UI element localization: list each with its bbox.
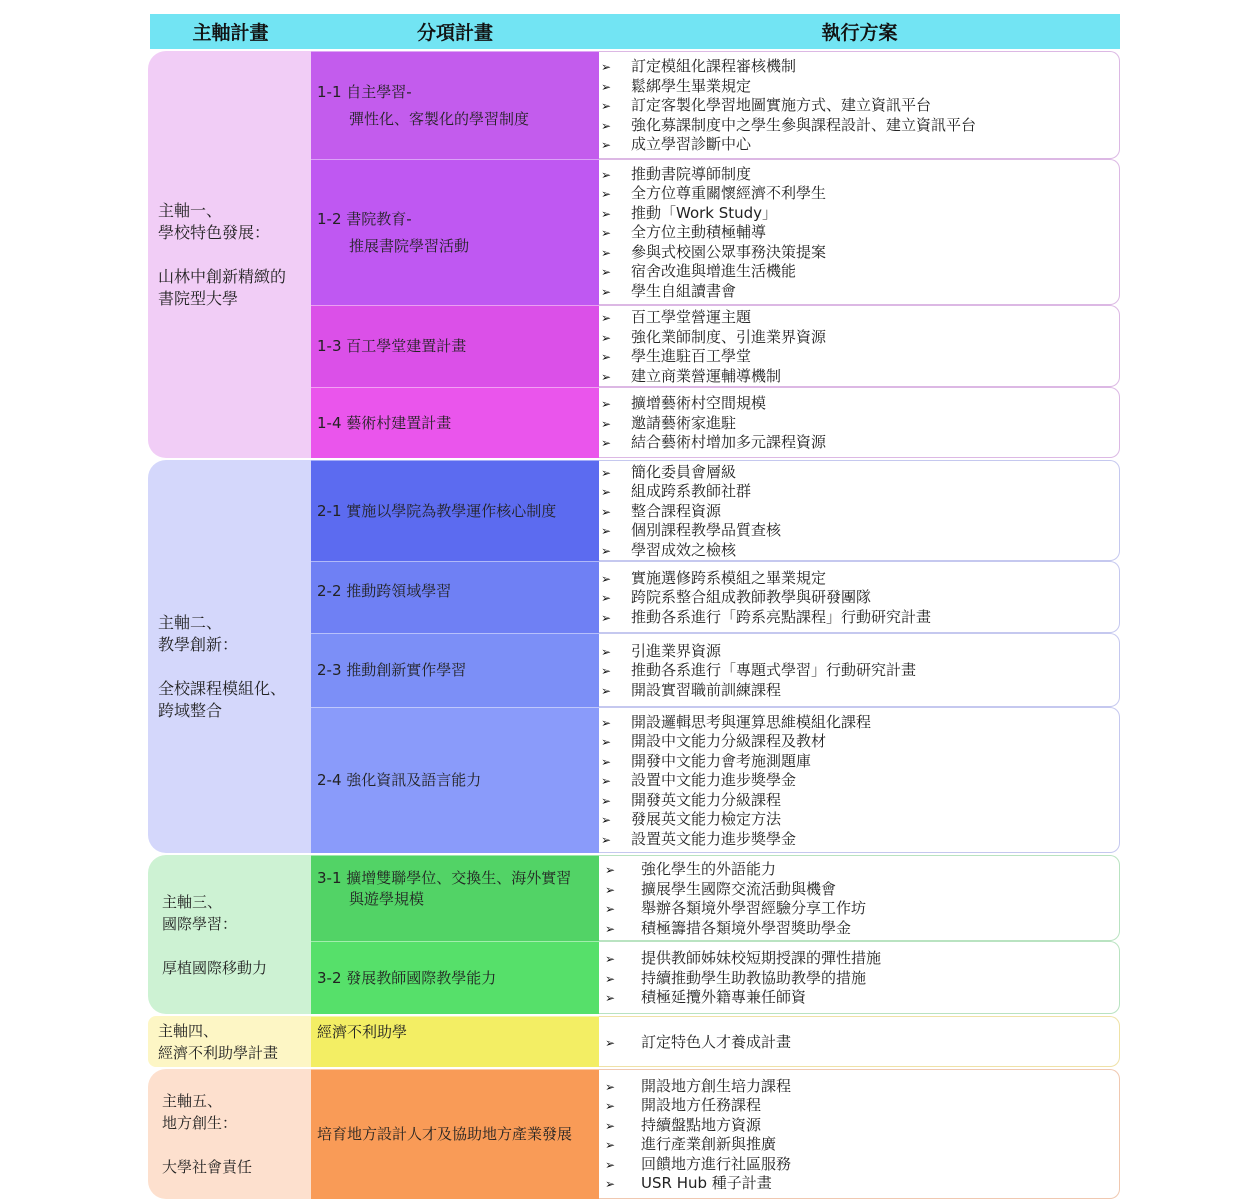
exec-item-text: 推動各系進行「跨系亮點課程」行動研究計畫 [631, 607, 932, 626]
exec-item-text: 組成跨系教師社群 [631, 482, 752, 501]
sub-plan-3-2 [311, 941, 599, 1014]
exec-item-text: 成立學習診斷中心 [631, 135, 752, 154]
axis-2-line4: 跨域整合 [158, 700, 223, 720]
exec-item [599, 57, 1119, 77]
exec-item [599, 988, 1119, 1008]
arrow-bullet-icon: ➢ [605, 971, 616, 986]
exec-item [599, 949, 1119, 969]
exec-item-text: 引進業界資源 [631, 641, 722, 660]
axis-2-line1: 主軸二、 [158, 612, 223, 632]
arrow-bullet-icon: ➢ [601, 543, 612, 558]
sub-plan-5-line1: 培育地方設計人才及協助地方產業發展 [317, 1125, 573, 1143]
exec-list [599, 1033, 1119, 1053]
sub-plan-2-4 [311, 707, 599, 853]
arrow-bullet-icon: ➢ [601, 715, 612, 730]
sub-plan-2-3 [311, 633, 599, 707]
exec-item-text: 擴增藝術村空間規模 [631, 394, 767, 413]
exec-plan-3-1 [599, 855, 1120, 941]
exec-item-text: 發展英文能力檢定方法 [631, 810, 782, 829]
exec-item [599, 223, 1119, 243]
exec-item [599, 541, 1119, 561]
header-exec-label: 執行方案 [821, 22, 898, 44]
exec-item [599, 482, 1119, 502]
arrow-bullet-icon: ➢ [601, 416, 612, 431]
exec-item [599, 77, 1119, 97]
arrow-bullet-icon: ➢ [601, 774, 612, 789]
arrow-bullet-icon: ➢ [605, 952, 616, 967]
arrow-bullet-icon: ➢ [601, 206, 612, 221]
exec-item-text: 鬆綁學生畢業規定 [631, 76, 752, 95]
exec-item-text: 設置中文能力進步獎學金 [631, 771, 797, 790]
sub-plan-1-2-line2: 推展書院學習活動 [349, 236, 470, 255]
arrow-bullet-icon: ➢ [605, 1177, 616, 1191]
header-sub-label: 分項計畫 [416, 22, 493, 44]
arrow-bullet-icon: ➢ [605, 991, 616, 1006]
axis-5-line3: 大學社會責任 [162, 1158, 253, 1176]
exec-item-text: 開設實習職前訓練課程 [631, 680, 782, 699]
exec-item [599, 608, 1119, 628]
exec-item [599, 184, 1119, 204]
sub-plan-2-1 [311, 460, 599, 561]
arrow-bullet-icon: ➢ [601, 644, 612, 659]
sub-plan-1-4 [311, 387, 599, 458]
exec-item [599, 1155, 1119, 1175]
axis-3-line3: 厚植國際移動力 [162, 958, 268, 977]
exec-item [599, 308, 1119, 328]
arrow-bullet-icon: ➢ [601, 138, 612, 153]
exec-item [599, 713, 1119, 733]
exec-item-text: 全方位主動積極輔導 [631, 223, 767, 242]
exec-item-text: 積極延攬外籍專兼任師資 [641, 988, 807, 1007]
exec-list [599, 642, 1119, 701]
axis-3-line2: 國際學習： [162, 914, 238, 933]
exec-item-text: 開設地方創生培力課程 [641, 1076, 792, 1095]
arrow-bullet-icon: ➢ [601, 245, 612, 260]
sub-plan-1-2 [311, 159, 599, 305]
arrow-bullet-icon: ➢ [601, 167, 612, 182]
exec-item [599, 347, 1119, 367]
exec-item-text: 開設中文能力分級課程及教材 [631, 732, 827, 751]
exec-item-text: 提供教師姊妹校短期授課的彈性措施 [641, 949, 882, 968]
arrow-bullet-icon: ➢ [605, 863, 616, 877]
exec-item-text: 邀請藝術家進駐 [631, 413, 737, 432]
exec-item [599, 1174, 1119, 1194]
sub-plan-2-2-line1: 2-2 推動跨領域學習 [317, 582, 452, 600]
axis-1-line1: 主軸一、 [158, 200, 223, 220]
sub-plan-1-4-line1: 1-4 藝術村建置計畫 [317, 413, 452, 432]
exec-item [599, 96, 1119, 116]
axis-2-line3: 全校課程模組化、 [158, 678, 287, 698]
arrow-bullet-icon: ➢ [601, 226, 612, 241]
arrow-bullet-icon: ➢ [605, 1138, 616, 1152]
arrow-bullet-icon: ➢ [601, 265, 612, 280]
axis-1-line3: 山林中創新精緻的 [158, 266, 287, 286]
arrow-bullet-icon: ➢ [601, 683, 612, 698]
exec-plan-2-4 [599, 707, 1120, 853]
exec-item-text: 進行產業創新與推廣 [641, 1135, 777, 1153]
exec-item [599, 752, 1119, 772]
exec-item [599, 367, 1119, 387]
sub-plan-3-2-line1: 3-2 發展教師國際教學能力 [317, 968, 497, 987]
exec-item-text: 宿舍改進與增進生活機能 [631, 262, 797, 281]
exec-item-text: 持續盤點地方資源 [641, 1115, 762, 1134]
header-main-label: 主軸計畫 [192, 22, 269, 44]
arrow-bullet-icon: ➢ [601, 397, 612, 412]
exec-list [599, 949, 1119, 1008]
arrow-bullet-icon: ➢ [605, 1099, 616, 1113]
exec-item-text: 開發英文能力分級課程 [631, 790, 782, 809]
header-exec-plan [599, 14, 1120, 49]
exec-item [599, 681, 1119, 701]
exec-list [599, 569, 1119, 628]
arrow-bullet-icon: ➢ [605, 1118, 616, 1133]
exec-item [599, 1077, 1119, 1097]
arrow-bullet-icon: ➢ [601, 610, 612, 625]
axis-1-line4: 書院型大學 [158, 288, 239, 308]
exec-plan-1-1 [599, 51, 1120, 159]
arrow-bullet-icon: ➢ [605, 1157, 616, 1172]
exec-plan-4 [599, 1016, 1120, 1067]
exec-item [599, 521, 1119, 541]
exec-plan-2-1 [599, 460, 1120, 561]
axis-4-cell [148, 1016, 318, 1067]
exec-item-text: 學生進駐百工學堂 [631, 347, 752, 365]
exec-item [599, 165, 1119, 185]
exec-plan-1-4 [599, 387, 1120, 458]
exec-item-text: 擴展學生國際交流活動與機會 [641, 879, 837, 898]
arrow-bullet-icon: ➢ [601, 330, 612, 345]
exec-plan-2-2 [599, 561, 1120, 633]
exec-item-text: 個別課程教學品質查核 [631, 521, 782, 540]
exec-item-text: 強化業師制度、引進業界資源 [631, 327, 827, 346]
exec-item [599, 282, 1119, 302]
exec-item [599, 204, 1119, 224]
sub-plan-1-1-line2: 彈性化、客製化的學習制度 [349, 109, 530, 128]
arrow-bullet-icon: ➢ [601, 60, 612, 75]
exec-item [599, 791, 1119, 811]
exec-item-text: 全方位尊重關懷經濟不利學生 [631, 184, 827, 203]
exec-item-text: 參與式校園公眾事務決策提案 [631, 242, 827, 261]
exec-item [599, 860, 1119, 880]
axis-2-cell [148, 460, 318, 853]
exec-item-text: 開設邏輯思考與運算思維模組化課程 [631, 712, 872, 731]
axis-4-line1: 主軸四、 [158, 1021, 219, 1040]
exec-item [599, 810, 1119, 830]
sub-plan-5 [311, 1069, 599, 1199]
arrow-bullet-icon: ➢ [601, 754, 612, 769]
arrow-bullet-icon: ➢ [601, 311, 612, 325]
header-main-plan [150, 14, 311, 49]
arrow-bullet-icon: ➢ [601, 664, 612, 679]
sub-plan-1-1-line1: 1-1 自主學習- [317, 82, 412, 101]
exec-item-text: 建立商業營運輔導機制 [631, 366, 782, 385]
sub-plan-4-line1: 經濟不利助學 [317, 1023, 408, 1041]
exec-item-text: 跨院系整合組成教師教學與研發團隊 [631, 588, 872, 607]
exec-list [599, 463, 1119, 561]
axis-5-cell [148, 1069, 318, 1199]
exec-item [599, 969, 1119, 989]
sub-plan-3-1-line2: 與遊學規模 [349, 890, 425, 908]
sub-plan-2-1-line1: 2-1 實施以學院為教學運作核心制度 [317, 501, 557, 520]
exec-list [599, 308, 1119, 386]
exec-list [599, 1077, 1119, 1194]
exec-item [599, 830, 1119, 850]
exec-item [599, 135, 1119, 155]
exec-plan-5 [599, 1069, 1120, 1199]
axis-2-line2: 教學創新： [158, 634, 239, 654]
exec-item [599, 732, 1119, 752]
arrow-bullet-icon: ➢ [601, 735, 612, 750]
exec-item [599, 919, 1119, 939]
exec-item-text: 實施選修跨系模組之畢業規定 [631, 568, 827, 587]
exec-item-text: 百工學堂營運主題 [631, 308, 752, 326]
exec-item-text: 學習成效之檢核 [631, 540, 737, 559]
exec-item-text: 簡化委員會層級 [631, 462, 737, 481]
arrow-bullet-icon: ➢ [601, 591, 612, 606]
axis-3-line1: 主軸三、 [162, 892, 223, 911]
exec-item [599, 1033, 1119, 1053]
sub-plan-3-1-line1: 3-1 擴增雙聯學位、交換生、海外實習 [317, 869, 572, 887]
axis-1-line2: 學校特色發展： [158, 222, 271, 242]
arrow-bullet-icon: ➢ [601, 99, 612, 114]
arrow-bullet-icon: ➢ [601, 118, 612, 133]
exec-item [599, 642, 1119, 662]
exec-item [599, 771, 1119, 791]
exec-list [599, 713, 1119, 850]
exec-item [599, 1116, 1119, 1136]
exec-item [599, 262, 1119, 282]
exec-item [599, 1096, 1119, 1116]
exec-item-text: 舉辦各類境外學習經驗分享工作坊 [641, 899, 867, 917]
arrow-bullet-icon: ➢ [605, 882, 616, 897]
arrow-bullet-icon: ➢ [601, 571, 612, 586]
arrow-bullet-icon: ➢ [605, 1035, 616, 1050]
exec-item [599, 569, 1119, 589]
sub-plan-2-3-line1: 2-3 推動創新實作學習 [317, 661, 467, 679]
exec-item [599, 899, 1119, 919]
arrow-bullet-icon: ➢ [605, 902, 616, 916]
exec-item [599, 502, 1119, 522]
arrow-bullet-icon: ➢ [601, 187, 612, 202]
arrow-bullet-icon: ➢ [601, 350, 612, 364]
exec-item-text: 推動「Work Study」 [631, 203, 778, 222]
axis-3-cell [148, 855, 318, 1014]
sub-plan-4 [311, 1016, 599, 1067]
sub-plan-2-2 [311, 561, 599, 633]
exec-item-text: 推動各系進行「專題式學習」行動研究計畫 [631, 661, 917, 680]
exec-item-text: 推動書院導師制度 [631, 164, 752, 183]
exec-item-text: 持續推動學生助教協助教學的措施 [641, 968, 867, 987]
exec-item-text: 積極籌措各類境外學習獎助學金 [641, 918, 852, 937]
exec-item-text: 整合課程資源 [631, 501, 722, 520]
arrow-bullet-icon: ➢ [605, 921, 616, 936]
arrow-bullet-icon: ➢ [601, 504, 612, 519]
arrow-bullet-icon: ➢ [601, 465, 612, 480]
exec-item-text: 結合藝術村增加多元課程資源 [631, 433, 827, 452]
arrow-bullet-icon: ➢ [601, 832, 612, 847]
exec-item [599, 661, 1119, 681]
exec-item-text: 訂定特色人才養成計畫 [641, 1032, 792, 1051]
arrow-bullet-icon: ➢ [601, 813, 612, 828]
exec-item [599, 116, 1119, 136]
sub-plan-1-2-line1: 1-2 書院教育- [317, 209, 412, 228]
exec-plan-2-3 [599, 633, 1120, 707]
exec-item-text: 開發中文能力會考施測題庫 [631, 751, 812, 770]
exec-item [599, 243, 1119, 263]
exec-item-text: 強化學生的外語能力 [641, 860, 777, 878]
arrow-bullet-icon: ➢ [601, 436, 612, 451]
arrow-bullet-icon: ➢ [605, 1079, 616, 1094]
exec-item [599, 1135, 1119, 1155]
exec-item-text: 設置英文能力進步獎學金 [631, 829, 797, 848]
exec-item-text: 訂定客製化學習地圖實施方式、建立資訊平台 [631, 96, 932, 115]
exec-item [599, 880, 1119, 900]
arrow-bullet-icon: ➢ [601, 485, 612, 500]
sub-plan-2-4-line1: 2-4 強化資訊及語言能力 [317, 771, 482, 789]
arrow-bullet-icon: ➢ [601, 79, 612, 94]
sub-plan-1-3 [311, 305, 599, 387]
sub-plan-1-1 [311, 51, 599, 159]
exec-item-text: USR Hub 種子計畫 [641, 1174, 772, 1192]
axis-5-line2: 地方創生： [162, 1114, 238, 1132]
arrow-bullet-icon: ➢ [601, 524, 612, 539]
exec-item-text: 訂定模組化課程審核機制 [631, 57, 797, 76]
exec-item [599, 433, 1119, 453]
axis-1-cell [148, 51, 318, 458]
exec-plan-3-2 [599, 941, 1120, 1014]
axis-4-line2: 經濟不利助學計畫 [158, 1043, 279, 1062]
arrow-bullet-icon: ➢ [601, 793, 612, 808]
exec-item-text: 回饋地方進行社區服務 [641, 1154, 792, 1173]
header-sub-plan [311, 14, 599, 49]
exec-item [599, 394, 1119, 414]
sub-plan-1-3-line1: 1-3 百工學堂建置計畫 [317, 337, 467, 355]
sub-plan-3-1 [311, 855, 599, 941]
exec-item-text: 強化募課制度中之學生參與課程設計、建立資訊平台 [631, 115, 977, 134]
exec-list [599, 860, 1119, 938]
arrow-bullet-icon: ➢ [601, 284, 612, 299]
exec-item-text: 學生自組讀書會 [631, 281, 737, 300]
exec-list [599, 394, 1119, 453]
exec-list [599, 165, 1119, 302]
exec-plan-1-2 [599, 159, 1120, 305]
arrow-bullet-icon: ➢ [601, 369, 612, 384]
axis-5-line1: 主軸五、 [162, 1092, 223, 1110]
exec-item [599, 328, 1119, 348]
exec-item [599, 414, 1119, 434]
exec-item [599, 588, 1119, 608]
exec-plan-1-3 [599, 305, 1120, 387]
exec-item-text: 開設地方任務課程 [641, 1096, 762, 1114]
exec-list [599, 57, 1119, 155]
exec-item [599, 463, 1119, 483]
